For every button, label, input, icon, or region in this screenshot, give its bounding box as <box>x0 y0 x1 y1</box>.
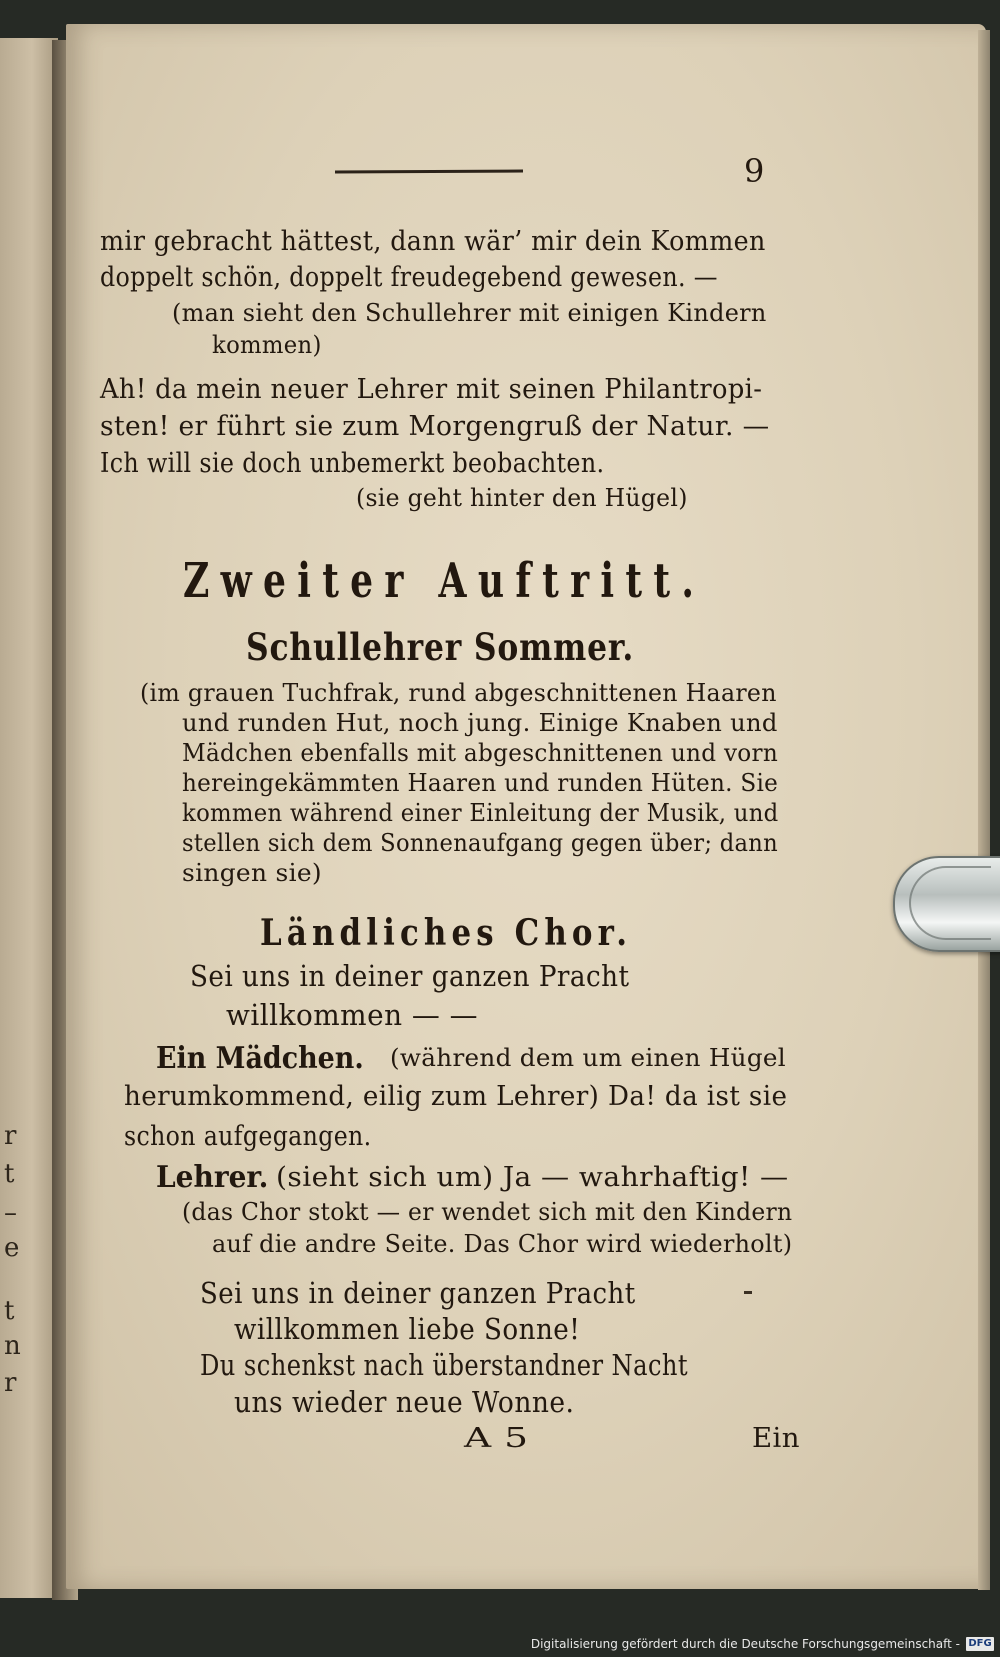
footer-credit: Digitalisierung gefördert durch die Deutsche Forschungsgemeinschaft - <box>530 1637 960 1651</box>
stage-direction: Mädchen ebenfalls mit abgeschnittenen und vorn <box>182 739 779 767</box>
stage-direction: singen sie) <box>182 859 322 887</box>
ink-mark <box>744 1291 752 1294</box>
song-line: Sei uns in deiner ganzen Pracht <box>200 1276 636 1310</box>
scene-heading: Zweiter Auftritt. <box>183 553 706 609</box>
stage-direction: kommen) <box>212 331 322 359</box>
catchword: Ein <box>752 1423 800 1454</box>
song-line: Du schenkst nach überstandner Nacht <box>200 1348 689 1382</box>
stage-direction: (im grauen Tuchfrak, rund abgeschnittenen Haaren <box>140 679 777 707</box>
song-line: Sei uns in deiner ganzen Pracht <box>190 959 630 993</box>
previous-page-edge <box>0 38 58 1598</box>
prev-page-letter: t <box>4 1296 15 1326</box>
text-line: doppelt schön, doppelt freudegebend gewesen. — <box>100 262 718 293</box>
text-line: mir gebracht hättest, dann wär’ mir dein Kommen <box>100 226 766 257</box>
prev-page-letter: r <box>4 1368 17 1398</box>
text-line: herumkommend, eilig zum Lehrer) Da! da ist sie <box>124 1081 788 1112</box>
text-line: schon aufgegangen. <box>124 1121 372 1152</box>
stage-direction: (während dem um einen Hügel <box>390 1044 786 1072</box>
stage-direction: stellen sich dem Sonnenaufgang gegen über; dann <box>182 829 778 857</box>
speaker-name: Lehrer. <box>156 1160 269 1195</box>
character-heading: Schullehrer Sommer. <box>246 625 635 669</box>
song-line: willkommen liebe Sonne! <box>234 1312 581 1346</box>
text-line: sten! er führt sie zum Morgengruß der Natur. — <box>100 411 770 442</box>
dfg-logo: DFG <box>966 1637 994 1651</box>
prev-page-letter: t <box>4 1159 15 1189</box>
stage-direction: (man sieht den Schullehrer mit einigen Kindern <box>172 299 767 327</box>
prev-page-letter: r <box>4 1121 17 1151</box>
stage-direction: (das Chor stokt — er wendet sich mit den Kindern <box>182 1198 793 1226</box>
page-edge <box>978 30 990 1590</box>
prev-page-letter: – <box>4 1198 17 1228</box>
page-number: 9 <box>744 152 765 190</box>
prev-page-letter: e <box>4 1233 20 1263</box>
section-heading: Ländliches Chor. <box>260 912 633 954</box>
text-line: (sieht sich um) Ja — wahrhaftig! — <box>276 1162 789 1193</box>
text-line: Ich will sie doch unbemerkt beobachten. <box>100 448 605 479</box>
speaker-name: Ein Mädchen. <box>156 1041 364 1076</box>
prev-page-letter: n <box>4 1331 21 1361</box>
stage-direction: auf die andre Seite. Das Chor wird wiederholt) <box>212 1230 793 1258</box>
text-line: Ah! da mein neuer Lehrer mit seinen Philantropi- <box>100 374 763 405</box>
signature-mark: A 5 <box>464 1423 529 1454</box>
stage-direction: (sie geht hinter den Hügel) <box>356 484 688 512</box>
song-line: willkommen — — <box>226 998 479 1032</box>
page-clip <box>893 856 1000 952</box>
stage-direction: und runden Hut, noch jung. Einige Knaben und <box>182 709 778 737</box>
stage-direction: kommen während einer Einleitung der Musik, und <box>182 799 779 827</box>
stage-direction: hereingekämmten Haaren und runden Hüten. Sie <box>182 769 779 797</box>
song-line: uns wieder neue Wonne. <box>234 1385 575 1419</box>
